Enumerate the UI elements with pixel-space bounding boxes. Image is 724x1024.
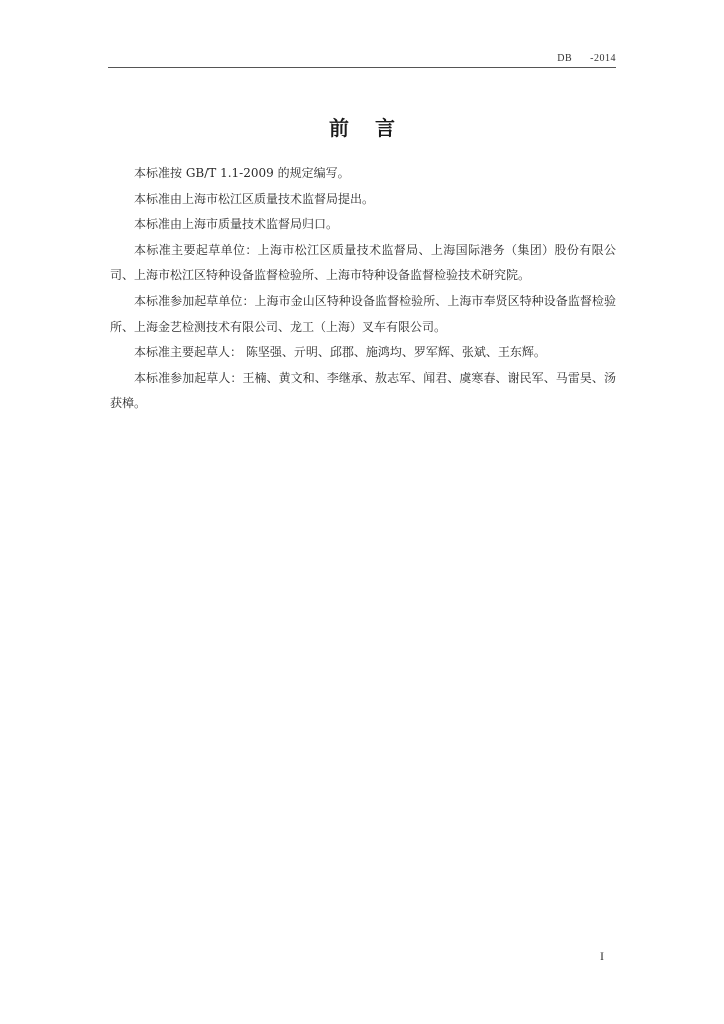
paragraph-proposer: 本标准由上海市松江区质量技术监督局提出。 [134,191,375,206]
paragraph-drafting-rule: 本标准按 GB/T 1.1-2009 的规定编写。 [134,166,350,180]
paragraph-centralized-unit: 本标准由上海市质量技术监督局归口。 [134,217,339,232]
paragraph-participating-units: 本标准参加起草单位：上海市金山区特种设备监督检验所、上海市奉贤区特种设备监督检验所、上海金艺检测技术有限公司、龙工（上海）叉车有限公司。 [110,293,616,334]
foreword-body [110,161,616,417]
page-number: I [600,949,604,963]
standard-code-header: DB -2014 [557,53,616,64]
paragraph-participating-drafters: 本标准参加起草人：王楠、黄文和、李继承、敖志军、闻君、虞寒春、谢民军、马雷昊、汤获樟。 [110,370,616,411]
paragraph-main-drafting-units: 本标准主要起草单位：上海市松江区质量技术监督局、上海国际港务（集团）股份有限公司、上海市松江区特种设备监督检验所、上海市特种设备监督检验技术研究院。 [110,242,616,283]
header-rule [108,67,616,68]
paragraph-main-drafters: 本标准主要起草人： 陈坚强、亓明、邱郡、施鸿均、罗军辉、张斌、王东辉。 [134,345,546,360]
page-title: 前言 [329,116,421,140]
